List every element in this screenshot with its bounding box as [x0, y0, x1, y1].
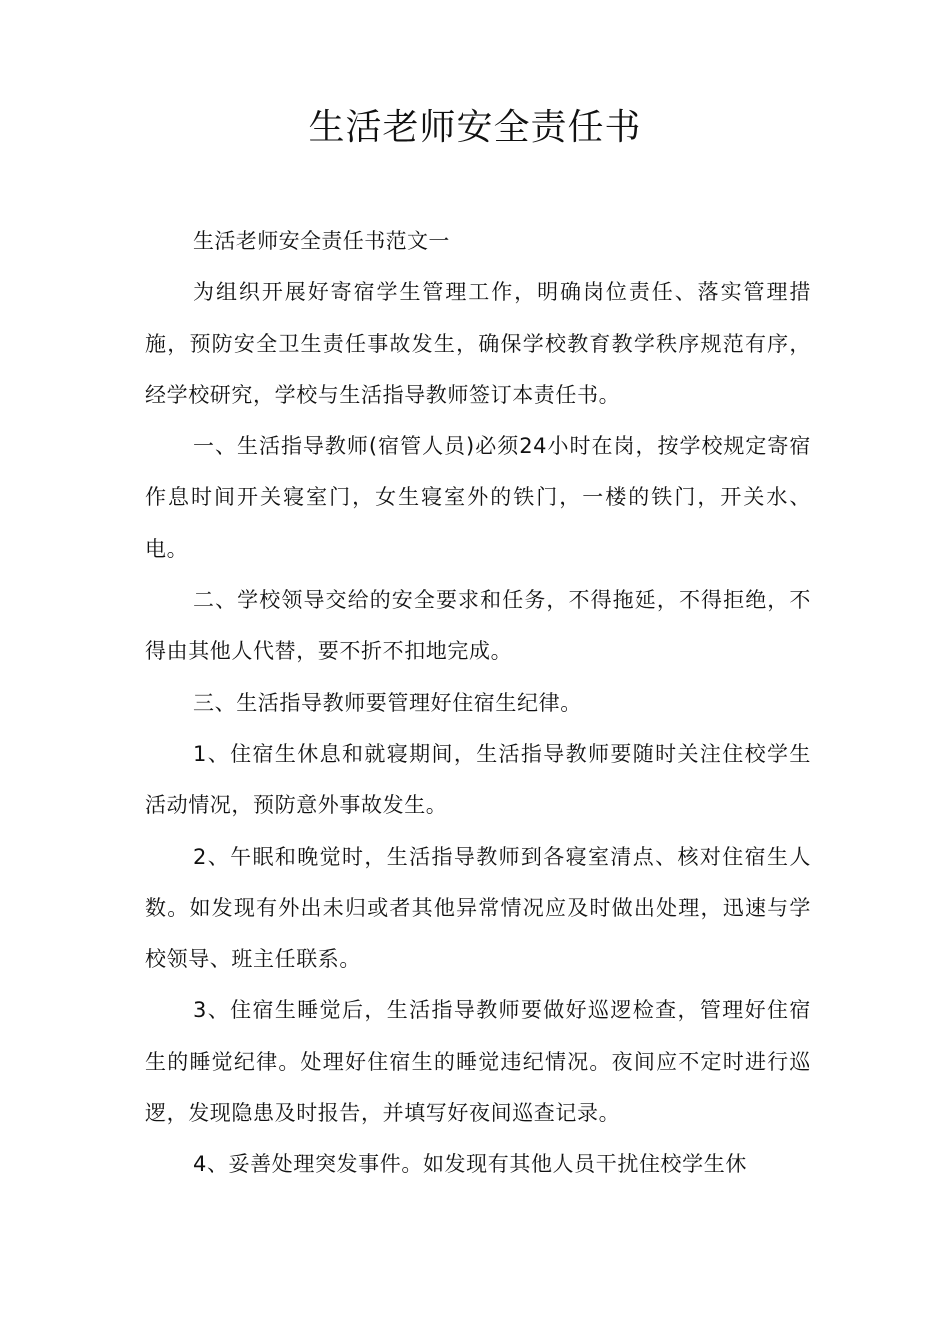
- document-body: [145, 216, 811, 1191]
- document-title: 生活老师安全责任书: [308, 107, 642, 148]
- paragraph-item-2: 二、学校领导交给的安全要求和任务，不得拖延，不得拒绝，不得由其他人代替，要不折不扣地完成。: [145, 588, 811, 664]
- paragraph-item-1: 一、生活指导教师(宿管人员)必须24小时在岗，按学校规定寄宿作息时间开关寝室门，女生寝室外的铁门，一楼的铁门，开关水、电。: [145, 434, 811, 561]
- paragraph-item-3: 三、生活指导教师要管理好住宿生纪律。: [193, 690, 582, 715]
- paragraph-sub-2: 2、午眠和晚觉时，生活指导教师到各寝室清点、核对住宿生人数。如发现有外出未归或者其他异常情况应及时做出处理，迅速与学校领导、班主任联系。: [145, 844, 811, 972]
- paragraph-sub-3: 3、住宿生睡觉后，生活指导教师要做好巡逻检查，管理好住宿生的睡觉纪律。处理好住宿生的睡觉违纪情况。夜间应不定时进行巡逻，发现隐患及时报告，并填写好夜间巡查记录。: [145, 998, 811, 1126]
- paragraph-sub-1: 1、住宿生休息和就寝期间，生活指导教师要随时关注住校学生活动情况，预防意外事故发生。: [145, 741, 811, 818]
- paragraph-sub-4: 4、妥善处理突发事件。如发现有其他人员干扰住校学生休: [193, 1152, 747, 1177]
- paragraph-intro: 为组织开展好寄宿学生管理工作，明确岗位责任、落实管理措施，预防安全卫生责任事故发生，确保学校教育教学秩序规范有序，经学校研究，学校与生活指导教师签订本责任书。: [145, 280, 811, 407]
- paragraph-subtitle: 生活老师安全责任书范文一: [193, 229, 450, 253]
